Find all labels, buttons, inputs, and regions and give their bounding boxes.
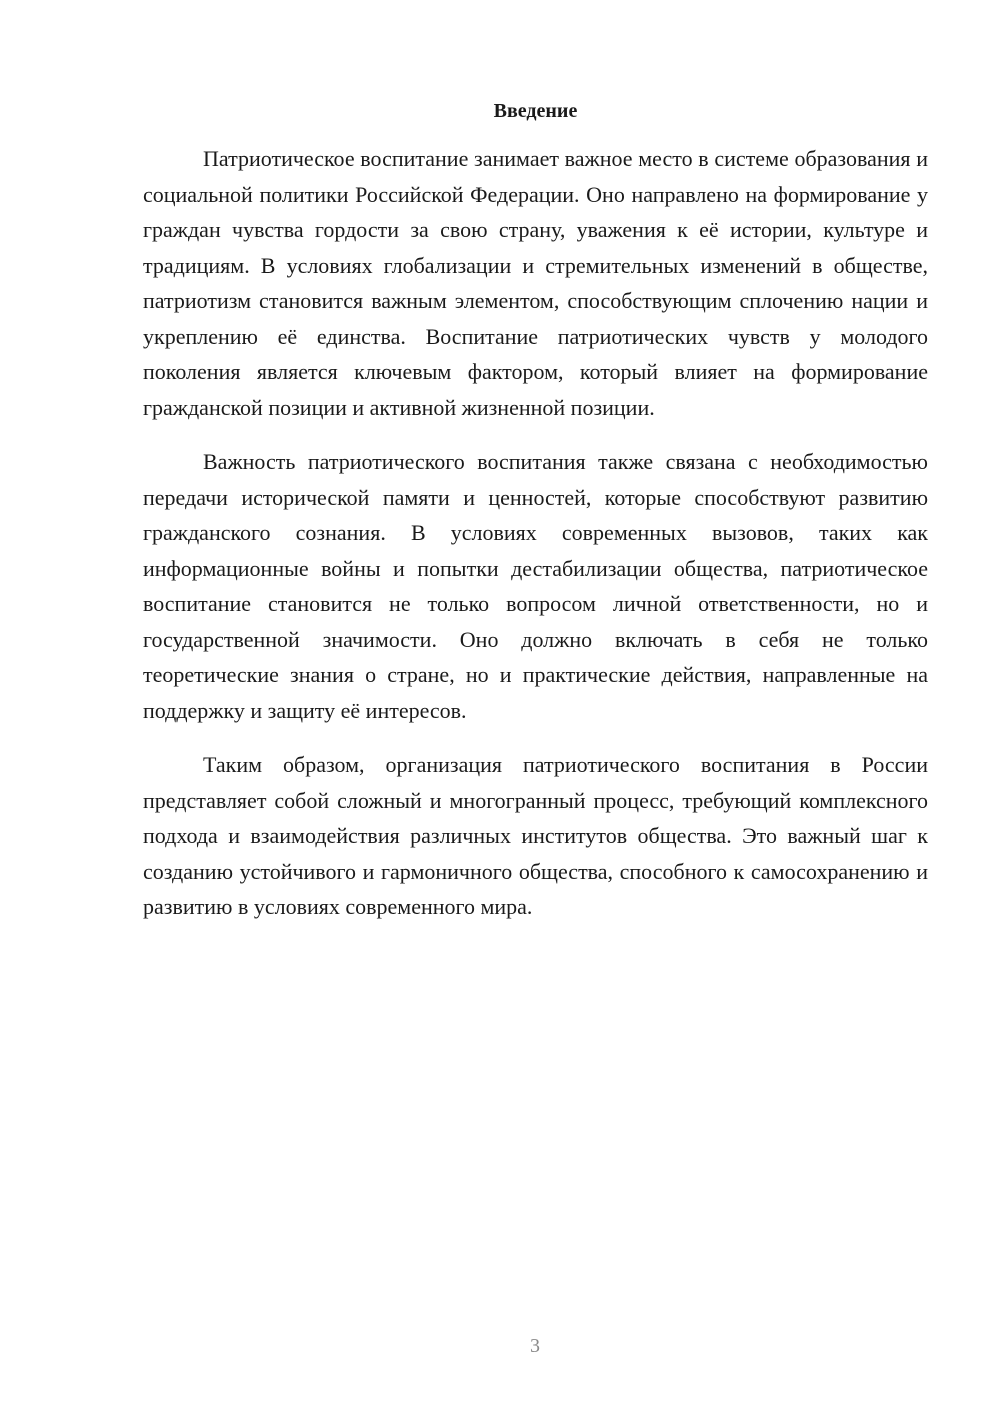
page-title: Введение	[493, 100, 578, 122]
paragraph-2: Важность патриотического воспитания также связана с необходимостью передачи исторической памяти и ценностей, которые способствуют развитию гражданского сознания. В условиях современных вызовов, таких как информационные войны и попытки дестабилизации общества, патриотическое воспитание становится не только вопросом личной ответственности, но и государственной значимости. Оно должно включать в себя не только теоретические знания о стране, но и практические действия, направленные на поддержку и защиту её интересов.	[143, 449, 928, 723]
body-text	[143, 141, 928, 944]
paragraph-3: Таким образом, организация патриотического воспитания в России представляет собой сложный и многогранный процесс, требующий комплексного подхода и взаимодействия различных институтов общества. Это важный шаг к созданию устойчивого и гармоничного общества, способного к самосохранению и развитию в условиях современного мира.	[143, 752, 928, 919]
paragraph-1: Патриотическое воспитание занимает важное место в системе образования и социальной политики Российской Федерации. Оно направлено на формирование у граждан чувства гордости за свою страну, уважения к её истории, культуре и традициям. В условиях глобализации и стремительных изменений в обществе, патриотизм становится важным элементом, способствующим сплочению нации и укреплению её единства. Воспитание патриотических чувств у молодого поколения является ключевым фактором, который влияет на формирование гражданской позиции и активной жизненной позиции.	[143, 146, 928, 420]
page-number: 3	[530, 1335, 540, 1357]
